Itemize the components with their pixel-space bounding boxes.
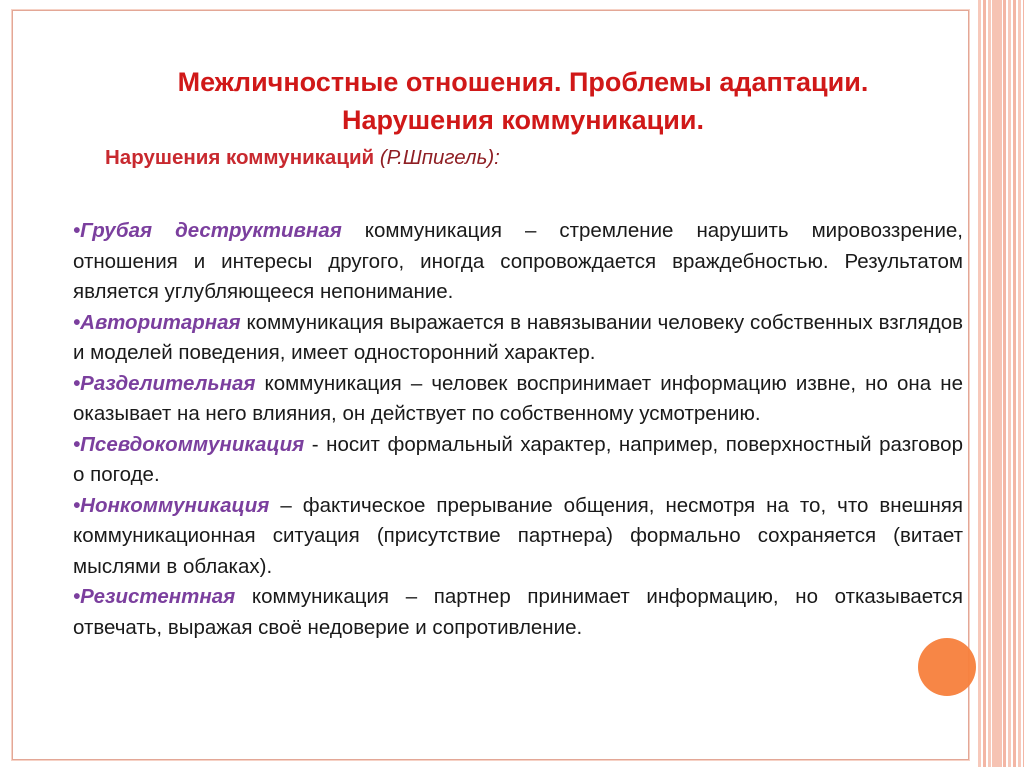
subtitle-author: (Р.Шпигель): [379,146,500,169]
list-item [73,308,963,369]
list-item [73,491,963,583]
list-item-term: •Нонкоммуникация [73,493,270,517]
list-item-text: – фактическое прерывание общения, несмотря на то, что внешняя коммуникационная ситуация (присутствие партнера) формально сохраняется (витает мыслями в облаках). [73,493,963,578]
list-item [73,430,963,491]
list-item-term: •Грубая деструктивная [73,219,342,242]
list-item-text: - носит формальный характер, например, поверхностный разговор о погоде. [73,432,963,486]
list-item [73,369,963,430]
list-item-term: •Псевдокоммуникация [73,432,305,456]
list-item-term: •Разделительная [73,371,256,395]
slide-title: Межличностные отношения. Проблемы адаптации. Нарушения коммуникации. [177,67,869,135]
list-item [73,216,963,308]
list-item-text: коммуникация – стремление нарушить мировоззрение, отношения и интересы другого, иногда сопровождается враждебностью. Результатом является углубляющееся непонимание. [73,219,963,303]
subtitle-text: Нарушения коммуникаций [105,146,375,169]
decorative-frame-stripes [978,0,1024,767]
list-item-text: коммуникация – партнер принимает информацию, но отказывается отвечать, выражая своё недоверие и сопротивление. [73,585,963,639]
communication-types-list [73,216,963,643]
list-item-text: коммуникация – человек воспринимает информацию извне, но она не оказывает на него влияния, он действует по собственному усмотрению. [73,371,963,425]
decorative-circle [918,638,976,696]
slide-subtitle [105,146,500,170]
list-item-term: •Резистентная [73,585,236,608]
list-item-term: •Авторитарная [73,310,241,334]
list-item-text: коммуникация выражается в навязывании человеку собственных взглядов и моделей поведения, имеет односторонний характер. [73,310,963,364]
slide [12,10,969,760]
list-item [73,582,963,643]
